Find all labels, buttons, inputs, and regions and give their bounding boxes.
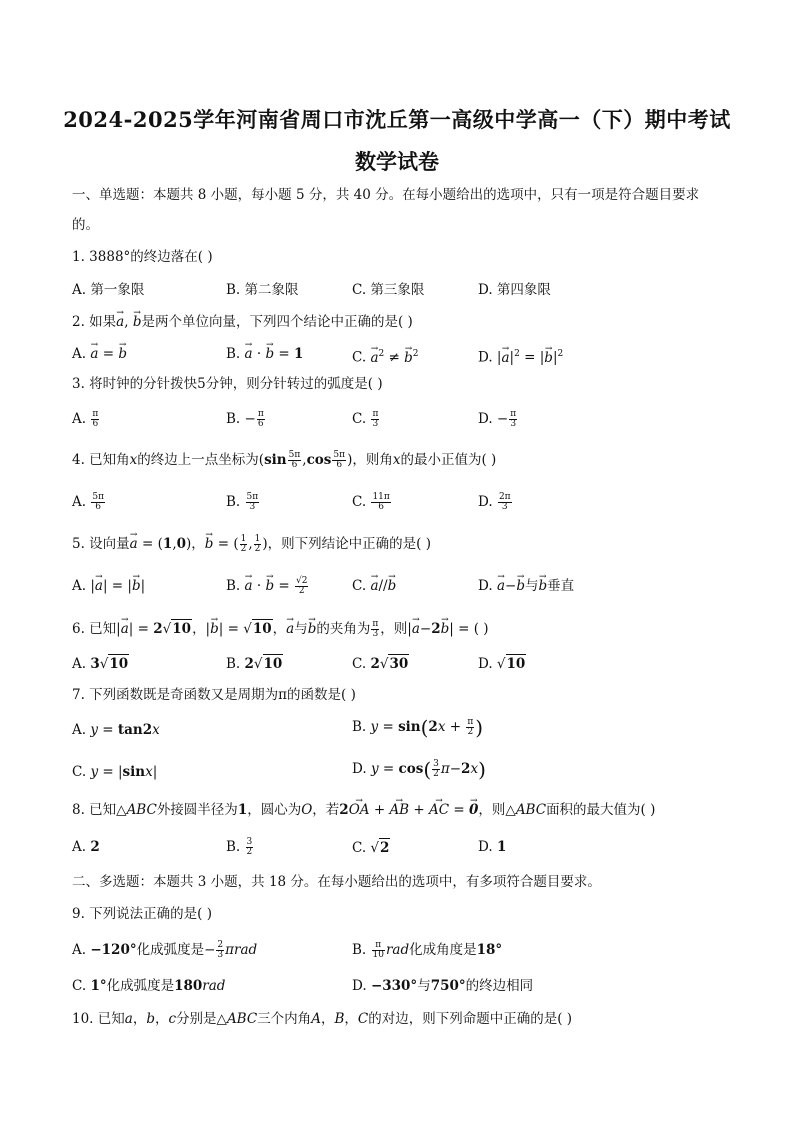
question-1-stem: 1. 3888°的终边落在( )	[72, 249, 213, 265]
question-7-option-a: A. y = tan2x	[72, 722, 160, 738]
question-7-option-c: C. y = |sinx|	[72, 764, 158, 780]
question-7-option-b: B. y = sin(2x + $\frac{\pi}{2}$ )	[352, 715, 484, 740]
question-1-option-b: B. 第二象限	[226, 282, 299, 298]
question-8-option-b: B. $\frac{3}{2}$	[226, 837, 253, 857]
question-8-option-c: C. √2	[352, 840, 390, 856]
question-8-option-a: A. 2	[72, 839, 100, 855]
question-2-option-c: C. → $a^2$ ≠ → $b^2$	[352, 345, 419, 367]
question-8-stem: 8. 已知△ABC外接圆半径为1，圆心为O，若2→ OA + → AB + → AC = → 0，则△ABC面积的最大值为( )	[72, 801, 732, 819]
question-10-stem: 10. 已知a，b，c分别是△ABC三个内角A，B，C的对边，则下列命题中正确的是( )	[72, 1011, 573, 1027]
question-1-option-c: C. 第三象限	[352, 282, 425, 298]
question-8-option-d: D. 1	[478, 839, 507, 855]
question-6-option-c: C. 2√30	[352, 656, 409, 672]
exam-title: 2024-2025学年河南省周口市沈丘第一高级中学高一（下）期中考试	[63, 107, 731, 132]
question-5-option-c: C. → a//→ b	[352, 577, 396, 595]
question-4-option-b: B. $\frac{5\pi}{3}$	[226, 492, 259, 512]
question-4-option-d: D. $\frac{2\pi}{3}$	[478, 492, 511, 512]
question-4-stem: 4. 已知角x的终边上一点坐标为(sin $\frac{5\pi}{6}$ ,cos $\frac{5\pi}{6}$ )，则角x的最小正值为( )	[72, 450, 497, 470]
question-2-option-a: A. → a = → b	[72, 345, 127, 363]
question-4-option-a: A. $\frac{5\pi}{6}$	[72, 492, 104, 512]
question-9-option-c: C. 1°化成弧度是180rad	[72, 978, 226, 994]
question-1-option-a: A. 第一象限	[72, 282, 145, 298]
question-3-stem: 3. 将时钟的分针拨快5分钟，则分针转过的弧度是( )	[72, 376, 383, 392]
section1-instructions-cont: 的。	[72, 217, 99, 233]
question-3-option-b: B. − $\frac{\pi}{6}$	[226, 409, 264, 429]
question-6-option-d: D. √10	[478, 656, 526, 672]
question-5-option-d: D. → a−→ b与→ b垂直	[478, 577, 574, 595]
question-9-stem: 9. 下列说法正确的是( )	[72, 906, 212, 922]
question-9-option-a: A. −120°化成弧度是− $\frac{2}{3}$ πrad	[72, 940, 258, 960]
question-2-option-b: B. → a · → b = 1	[226, 345, 303, 363]
question-3-option-a: A. $\frac{\pi}{6}$	[72, 409, 99, 429]
question-6-option-a: A. 3√10	[72, 656, 129, 672]
question-7-option-d: D. y = cos( $\frac{3}{2}$ π−2x)	[352, 757, 486, 782]
question-6-stem: 6. 已知|→ a| = 2√10，|→ b| = √10，→ a与→ b的夹角为 $\frac{\pi}{3}$ ，则|→ a−2→ b| = ( )	[72, 619, 732, 639]
question-2-option-d: D. |→ $a|^2$ = |→ $b|^2$	[478, 345, 563, 367]
section1-instructions: 一、单选题：本题共 8 小题，每小题 5 分，共 40 分。在每小题给出的选项中，只有一项是符合题目要求	[72, 187, 700, 203]
question-3-option-c: C. $\frac{\pi}{3}$	[352, 409, 379, 429]
question-5-option-b: B. → a · → b = $\frac{√2}{2}$	[226, 577, 309, 596]
question-1-option-d: D. 第四象限	[478, 282, 551, 298]
question-9-option-d: D. −330°与750°的终边相同	[352, 978, 534, 994]
question-2-stem: 2. 如果→ a, → b是两个单位向量，下列四个结论中正确的是( )	[72, 313, 732, 331]
question-5-stem: 5. 设向量→ a = (1,0)，→ b = ( $\frac{1}{2}$ , $\frac{1}{2}$ )，则下列结论中正确的是( )	[72, 535, 732, 554]
question-4-option-c: C. $\frac{11\pi}{6}$	[352, 492, 390, 512]
question-7-stem: 7. 下列函数既是奇函数又是周期为π的函数是( )	[72, 687, 356, 703]
question-6-option-b: B. 2√10	[226, 656, 283, 672]
question-9-option-b: B. $\frac{\pi}{10}$ rad化成角度是18°	[352, 940, 503, 960]
question-5-option-a: A. |→ a| = |→ b|	[72, 577, 145, 595]
exam-subtitle: 数学试卷	[355, 149, 439, 174]
section2-instructions: 二、多选题：本题共 3 小题，共 18 分。在每小题给出的选项中，有多项符合题目要求。	[72, 874, 601, 890]
question-3-option-d: D. − $\frac{\pi}{3}$	[478, 409, 517, 429]
